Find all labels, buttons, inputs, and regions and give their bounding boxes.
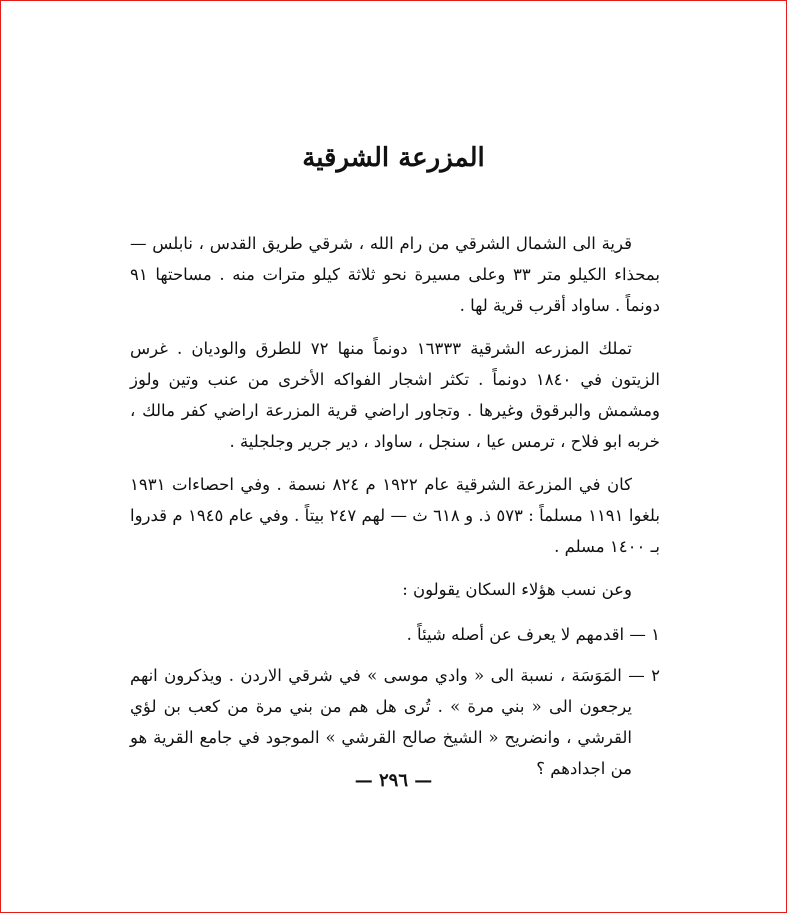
page-number: — ٢٩٦ —: [354, 770, 433, 791]
lineage-item-2: ٢ — المَوَسَة ، نسبة الى « وادي موسى » في شرقي الاردن . ويذكرون انهم يرجعون الى « بني مرة » . تُرى هل هم من بني مرة من كعب بن لؤي القرشي ، وانضريح « الشيخ صالح القرشي » الموجود في جامع القرية هو من اجدادهم ؟: [130, 666, 660, 778]
page-title: المزرعة الشرقية: [302, 143, 485, 173]
paragraph-location: قرية الى الشمال الشرقي من رام الله ، شرقي طريق القدس ، نابلس — بمحذاء الكيلو متر ٣٣ وعلى مسيرة نحو ثلاثة كيلو مترات منه . مساحتها ٩١ دونماً . ساواد أقرب قرية لها .: [130, 234, 660, 315]
list-item: [130, 660, 660, 784]
paragraph-land: تملك المزرعه الشرقية ١٦٣٣٣ دونماً منها ٧٢ للطرق والوديان . غرس الزيتون في ١٨٤٠ دونماً . تكثر اشجار الفواكه الأخرى من عنب وتين ولوز ومشمش والبرقوق وغيرها . وتجاور اراضي قرية المزرعة اراضي كفر مالك ، خربه ابو فلاح ، ترمس عيا ، سنجل ، ساواد ، دير جرير وجلجلية .: [130, 339, 660, 451]
paragraph-population: كان في المزرعة الشرقية عام ١٩٢٢ م ٨٢٤ نسمة . وفي احصاءات ١٩٣١ بلغوا ١١٩١ مسلماً : ٥٧٣ ذ. و ٦١٨ ث — لهم ٢٤٧ بيتاً . وفي عام ١٩٤٥ م قدروا بـ ١٤٠٠ مسلم .: [130, 475, 660, 556]
lineage-item-1: ١ — اقدمهم لا يعرف عن أصله شيئاً .: [406, 625, 660, 644]
paragraph-lineage-intro: وعن نسب هؤلاء السكان يقولون :: [402, 580, 632, 599]
list-item: [130, 619, 660, 650]
body-text: [130, 228, 660, 794]
